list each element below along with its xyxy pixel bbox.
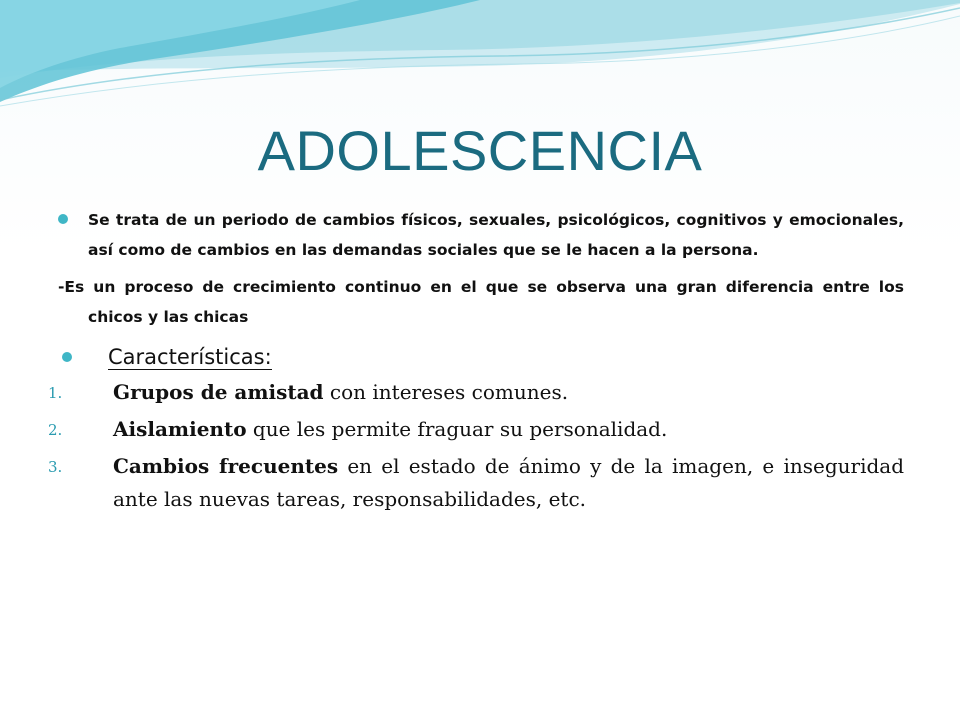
list-item-text: en el estado de ánimo y de la imagen, e inseguridad ante las nuevas tareas, responsabilidades, etc. <box>113 454 904 511</box>
slide-title: ADOLESCENCIA <box>257 119 703 182</box>
bullet-icon <box>62 352 72 362</box>
features-heading-label: Características: <box>108 345 272 369</box>
list-number: 1. <box>48 384 63 402</box>
list-item <box>48 376 904 409</box>
list-item <box>48 450 904 516</box>
features-list <box>48 376 904 516</box>
features-heading <box>58 340 904 374</box>
slide-body <box>48 205 904 520</box>
list-number: 3. <box>48 458 63 476</box>
intro-bullet <box>58 205 904 265</box>
list-item-keyword: Aislamiento <box>113 417 247 441</box>
list-item-keyword: Grupos de amistad <box>113 380 324 404</box>
bullet-icon <box>58 214 68 224</box>
intro-text: Se trata de un periodo de cambios físicos, sexuales, psicológicos, cognitivos y emocionales, así como de cambios en las demandas sociales que se le hacen a la persona. <box>88 211 904 259</box>
list-item-text: que les permite fraguar su personalidad. <box>246 417 668 441</box>
list-item <box>48 413 904 446</box>
list-number: 2. <box>48 421 63 439</box>
process-paragraph: -Es un proceso de crecimiento continuo en el que se observa una gran diferencia entre los chicos y las chicas <box>58 278 904 326</box>
header-wave-decoration <box>0 0 960 115</box>
list-item-keyword: Cambios frecuentes <box>113 454 339 478</box>
list-item-text: con intereses comunes. <box>323 380 569 404</box>
